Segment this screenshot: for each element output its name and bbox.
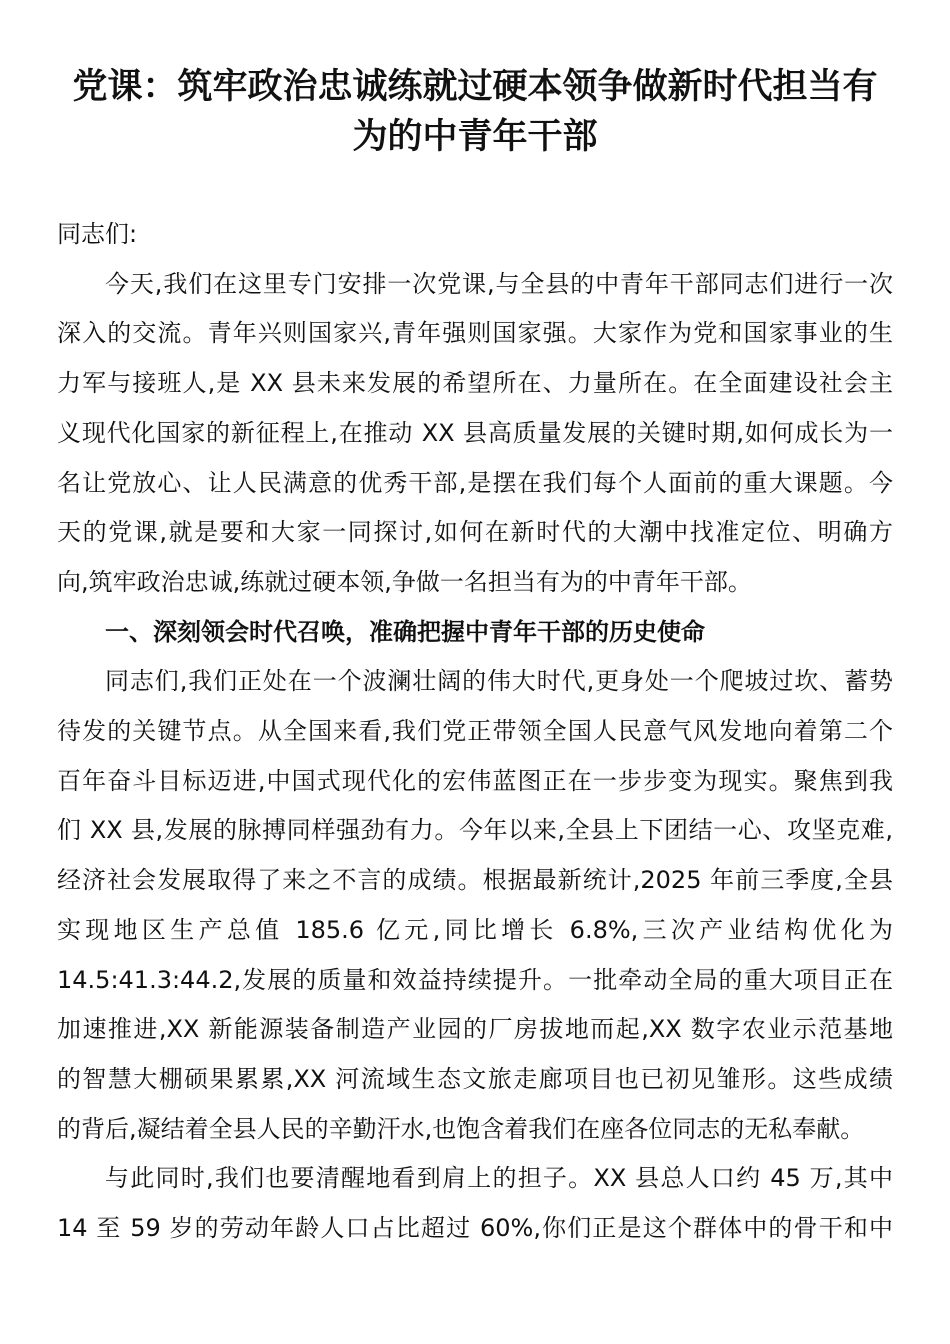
text-line: 加速推进,XX 新能源装备制造产业园的厂房拔地而起,XX 数字农业示范基地 xyxy=(57,1015,893,1044)
text-line: 义现代化国家的新征程上,在推动 XX 县高质量发展的关键时期,如何成长为一 xyxy=(57,418,893,447)
document-body xyxy=(57,210,893,1254)
text-line: 力军与接班人,是 XX 县未来发展的希望所在、力量所在。在全面建设社会主 xyxy=(57,369,893,398)
text-line: 14.5:41.3:44.2,发展的质量和效益持续提升。一批牵动全局的重大项目正在 xyxy=(57,965,893,994)
document-title-line: 为的中青年干部 xyxy=(352,117,598,157)
text-line: 同志们,我们正处在一个波澜壮阔的伟大时代,更身处一个爬坡过坎、蓄势 xyxy=(105,667,893,696)
text-line: 今天,我们在这里专门安排一次党课,与全县的中青年干部同志们进行一次 xyxy=(105,269,893,298)
paragraph xyxy=(57,657,893,1154)
text-line: 的智慧大棚硕果累累,XX 河流域生态文旅走廊项目也已初见雏形。这些成绩 xyxy=(57,1064,893,1093)
section-heading xyxy=(57,608,893,658)
text-line: 百年奋斗目标迈进,中国式现代化的宏伟蓝图正在一步步变为现实。聚焦到我 xyxy=(57,766,893,795)
document-title xyxy=(57,0,893,162)
text-line: 深入的交流。青年兴则国家兴,青年强则国家强。大家作为党和国家事业的生 xyxy=(57,319,893,348)
text-line: 们 XX 县,发展的脉搏同样强劲有力。今年以来,全县上下团结一心、攻坚克难, xyxy=(57,816,893,845)
text-line: 向,筑牢政治忠诚,练就过硬本领,争做一名担当有为的中青年干部。 xyxy=(57,567,752,596)
text-line: 天的党课,就是要和大家一同探讨,如何在新时代的大潮中找准定位、明确方 xyxy=(57,518,893,547)
document-title-line: 党课：筑牢政治忠诚练就过硬本领争做新时代担当有 xyxy=(72,67,878,107)
text-line: 14 至 59 岁的劳动年龄人口占比超过 60%,你们正是这个群体中的骨干和中 xyxy=(57,1214,893,1243)
paragraph xyxy=(57,260,893,608)
text-line: 名让党放心、让人民满意的优秀干部,是摆在我们每个人面前的重大课题。今 xyxy=(57,468,893,497)
text-line: 实现地区生产总值 185.6 亿元,同比增长 6.8%,三次产业结构优化为 xyxy=(57,915,893,944)
text-line: 与此同时,我们也要清醒地看到肩上的担子。XX 县总人口约 45 万,其中 xyxy=(105,1164,893,1193)
salutation xyxy=(57,210,893,260)
text-line: 经济社会发展取得了来之不言的成绩。根据最新统计,2025 年前三季度,全县 xyxy=(57,866,893,895)
paragraph xyxy=(57,1154,893,1253)
text-line: 的背后,凝结着全县人民的辛勤汗水,也饱含着我们在座各位同志的无私奉献。 xyxy=(57,1114,865,1143)
text-line: 一、深刻领会时代召唤，准确把握中青年干部的历史使命 xyxy=(105,617,705,646)
text-line: 同志们: xyxy=(57,220,138,248)
text-line: 待发的关键节点。从全国来看,我们党正带领全国人民意气风发地向着第二个 xyxy=(57,717,893,746)
